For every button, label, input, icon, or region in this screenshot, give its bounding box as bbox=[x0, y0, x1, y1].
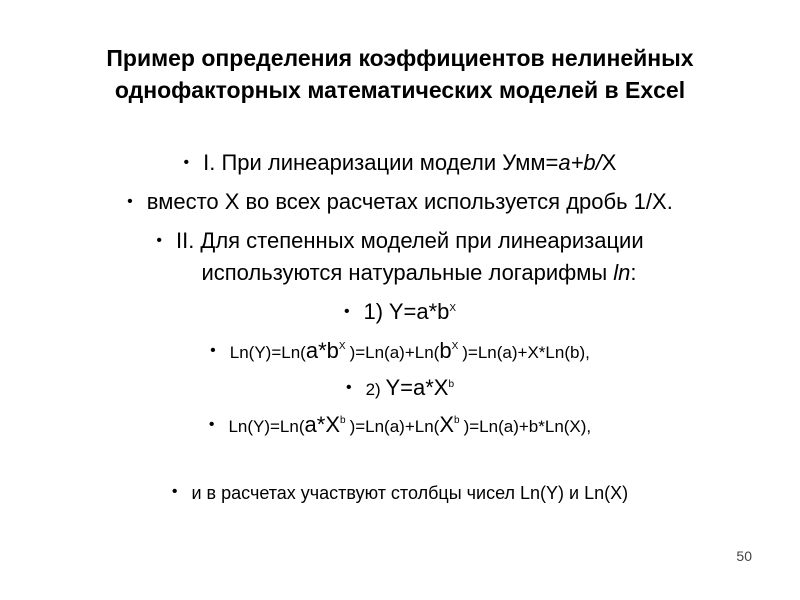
formula-part: X bbox=[439, 412, 455, 437]
formula-superscript: X bbox=[449, 303, 457, 314]
formula-part: )=Ln(a)+Ln( bbox=[349, 417, 440, 436]
item-tail: X. bbox=[652, 189, 673, 214]
bullet-item-power-models-cont bbox=[0, 258, 800, 288]
bullet-icon: • bbox=[343, 303, 350, 320]
formula-superscript: X bbox=[451, 341, 459, 352]
item-text: и в расчетах участвуют столбцы чисел Ln(Y) и Ln(X) bbox=[191, 483, 629, 503]
formula-part: b bbox=[439, 338, 452, 363]
title-line-1: Пример определения коэффициентов нелинейных bbox=[106, 45, 694, 71]
formula-exponential bbox=[0, 297, 800, 332]
bullet-item-columns bbox=[0, 478, 800, 510]
slide-title bbox=[40, 42, 760, 106]
bullet-icon: • bbox=[171, 483, 178, 500]
formula-superscript: b bbox=[448, 379, 454, 390]
formula-superscript: X bbox=[338, 341, 346, 352]
bullet-icon: • bbox=[183, 154, 190, 171]
item-text: I. При линеаризации модели Умм= bbox=[203, 150, 559, 175]
formula-power-ln bbox=[0, 410, 800, 445]
bullet-item-linearization bbox=[0, 148, 800, 181]
formula-part: Ln(Y)=Ln( bbox=[228, 417, 305, 436]
formula-superscript: b bbox=[454, 415, 460, 426]
bullet-item-fraction bbox=[0, 187, 800, 220]
bullet-icon: • bbox=[127, 193, 133, 210]
item-text-line-1: II. Для степенных моделей при линеаризации bbox=[175, 228, 644, 253]
item-text-line-2: используются натуральные логарифмы bbox=[201, 260, 614, 285]
bullet-icon: • bbox=[208, 416, 215, 433]
formula-power bbox=[0, 373, 800, 408]
formula-part: Ln(Y)=Ln( bbox=[229, 343, 306, 362]
formula-part: )=Ln(a)+b*Ln(X), bbox=[463, 417, 592, 436]
formula-text: 1) Y=a*b bbox=[363, 299, 450, 324]
formula-part: )=Ln(a)+X*Ln(b), bbox=[462, 343, 590, 362]
formula-exponential-ln bbox=[0, 336, 800, 371]
item-italic: ln bbox=[613, 260, 631, 285]
formula-part: a*b bbox=[305, 338, 339, 363]
formula-text: 2) bbox=[365, 380, 386, 399]
title-line-2: однофакторных математических моделей в Excel bbox=[114, 77, 686, 103]
bullet-icon: • bbox=[156, 232, 162, 249]
bullet-icon: • bbox=[210, 342, 216, 359]
formula-part: a*X bbox=[304, 412, 340, 437]
item-tail: : bbox=[630, 260, 637, 285]
page-number: 50 bbox=[736, 548, 752, 564]
bullet-icon: • bbox=[345, 379, 352, 396]
bullet-item-power-models bbox=[0, 226, 800, 259]
formula-superscript: b bbox=[340, 415, 346, 426]
formula-text: Y=a*X bbox=[385, 375, 449, 400]
formula-part: )=Ln(a)+Ln( bbox=[349, 343, 440, 362]
item-text: вместо Х во всех расчетах используется дробь 1/ bbox=[146, 189, 653, 214]
item-formula: a+b/ bbox=[558, 150, 602, 175]
item-tail: X bbox=[601, 150, 617, 175]
